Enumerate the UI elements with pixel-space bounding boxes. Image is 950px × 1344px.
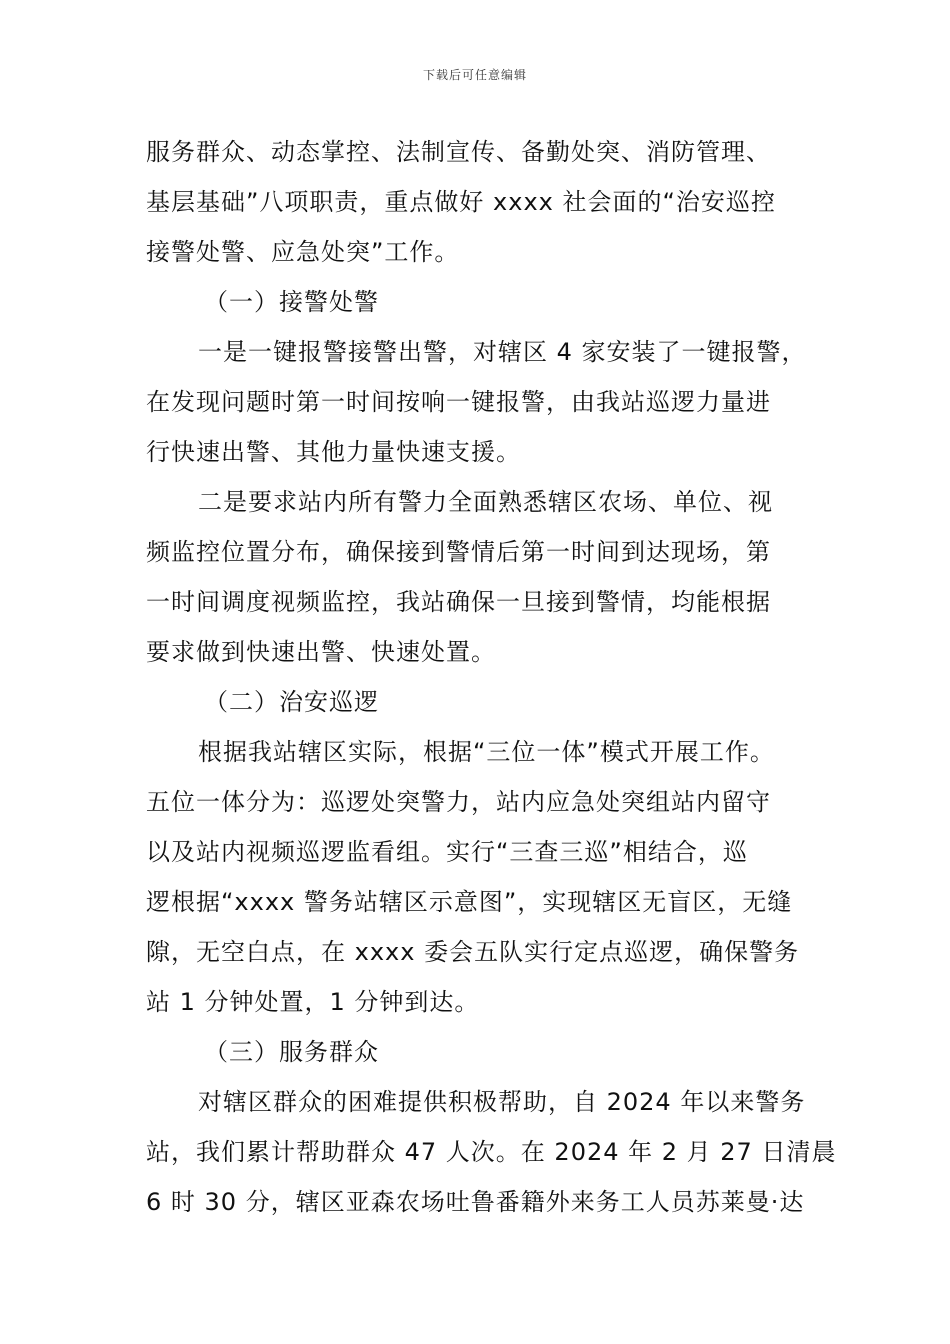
- page-header: 下载后可任意编辑: [422, 68, 527, 82]
- paragraph-line: 一是一键报警接警出警，对辖区 4 家安装了一键报警，: [198, 338, 807, 366]
- document-body: [146, 127, 837, 1227]
- section-heading: （一）接警处警: [204, 288, 379, 316]
- paragraph-line: 行快速出警、其他力量快速支援。: [146, 438, 521, 466]
- paragraph-line: 服务群众、动态掌控、法制宣传、备勤处突、消防管理、: [146, 138, 771, 166]
- paragraph-line: 二是要求站内所有警力全面熟悉辖区农场、单位、视: [198, 488, 773, 516]
- paragraph-line: 在发现问题时第一时间按响一键报警，由我站巡逻力量进: [146, 388, 771, 416]
- paragraph-line: 五位一体分为：巡逻处突警力，站内应急处突组站内留守: [146, 788, 771, 816]
- section-heading: （三）服务群众: [204, 1038, 379, 1066]
- paragraph-line: 要求做到快速出警、快速处置。: [146, 638, 496, 666]
- paragraph-line: 隙，无空白点，在 xxxx 委会五队实行定点巡逻，确保警务: [146, 938, 800, 966]
- paragraph-line: 频监控位置分布，确保接到警情后第一时间到达现场，第: [146, 538, 771, 566]
- paragraph-line: 以及站内视频巡逻监看组。实行“三查三巡”相结合，巡: [146, 838, 748, 866]
- paragraph-line: 接警处警、应急处突”工作。: [146, 238, 460, 266]
- section-heading: （二）治安巡逻: [204, 688, 379, 716]
- paragraph-line: 一时间调度视频监控，我站确保一旦接到警情，均能根据: [146, 588, 771, 616]
- paragraph-line: 逻根据“xxxx 警务站辖区示意图”，实现辖区无盲区，无缝: [146, 888, 793, 916]
- paragraph-line: 根据我站辖区实际，根据“三位一体”模式开展工作。: [198, 738, 775, 766]
- paragraph-line: 站 1 分钟处置，1 分钟到达。: [146, 988, 480, 1016]
- paragraph-line: 6 时 30 分，辖区亚森农场吐鲁番籍外来务工人员苏莱曼·达: [146, 1188, 805, 1216]
- paragraph-line: 对辖区群众的困难提供积极帮助，自 2024 年以来警务: [198, 1088, 806, 1116]
- paragraph-line: 基层基础”八项职责，重点做好 xxxx 社会面的“治安巡控: [146, 188, 776, 216]
- paragraph-line: 站，我们累计帮助群众 47 人次。在 2024 年 2 月 27 日清晨: [146, 1138, 837, 1166]
